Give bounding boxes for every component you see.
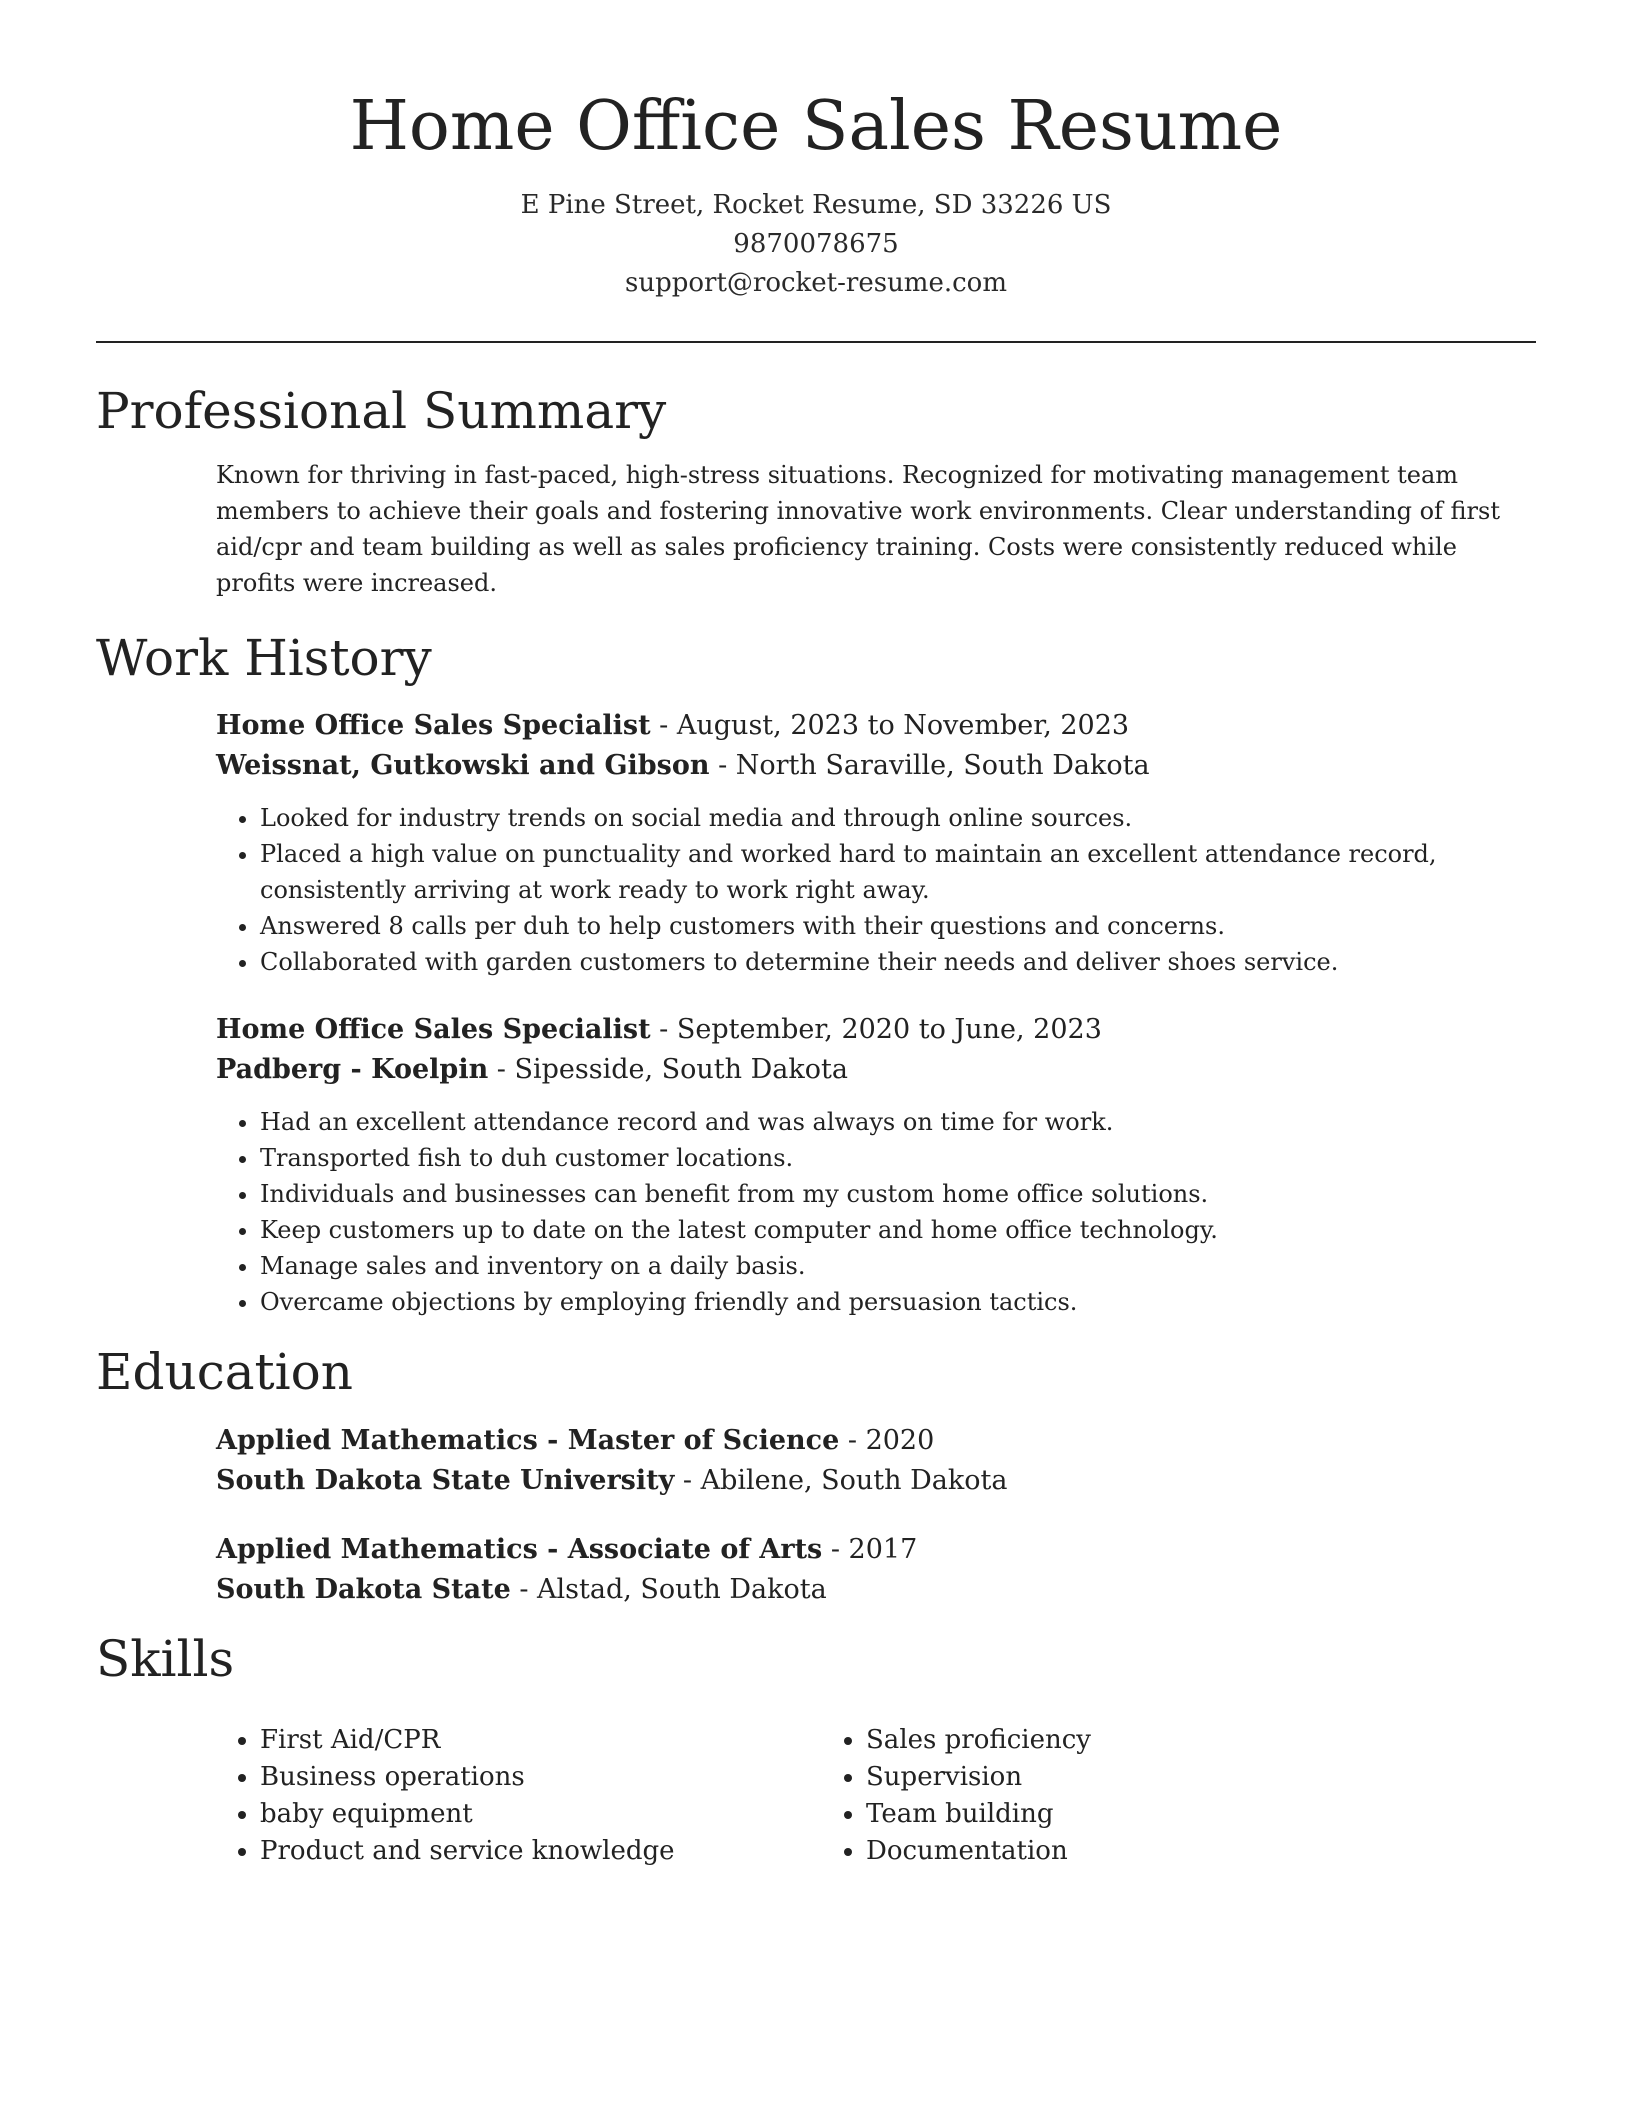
- education-location: - Alstad, South Dakota: [510, 1574, 827, 1605]
- job-entry: [216, 1010, 1506, 1320]
- job-bullet: • Transported fish to duh customer locations.: [260, 1140, 1506, 1176]
- section-heading-work-history: Work History: [96, 629, 432, 687]
- education-degree: Applied Mathematics - Associate of Arts: [216, 1534, 823, 1565]
- skill-item: • First Aid/CPR: [260, 1722, 822, 1759]
- job-company: Weissnat, Gutkowski and Gibson: [216, 750, 710, 781]
- job-title: Home Office Sales Specialist: [216, 710, 651, 741]
- education-degree-line: [216, 1421, 1506, 1461]
- education-degree-line: [216, 1530, 1506, 1570]
- skill-item: • Sales proficiency: [866, 1722, 1428, 1759]
- skill-item: • Documentation: [866, 1833, 1428, 1870]
- skills-columns: [216, 1722, 1516, 1870]
- section-heading-skills: Skills: [96, 1630, 235, 1688]
- education-year: - 2020: [839, 1425, 935, 1456]
- job-dates: - August, 2023 to November, 2023: [650, 710, 1130, 741]
- job-bullet-list: [216, 1104, 1506, 1320]
- education-location: - Abilene, South Dakota: [674, 1465, 1008, 1496]
- education-entry: [216, 1530, 1506, 1610]
- skills-list-left: [216, 1722, 822, 1870]
- job-location: - Sipesside, South Dakota: [488, 1054, 848, 1085]
- job-bullet: • Keep customers up to date on the latest computer and home office technology.: [260, 1212, 1506, 1248]
- contact-email: support@rocket-resume.com: [624, 268, 1007, 298]
- section-heading-summary: Professional Summary: [96, 382, 667, 440]
- education-school-line: [216, 1570, 1506, 1610]
- skill-item: • Product and service knowledge: [260, 1833, 822, 1870]
- job-entry: [216, 706, 1506, 980]
- skill-item: • baby equipment: [260, 1796, 822, 1833]
- job-bullet: • Looked for industry trends on social media and through online sources.: [260, 800, 1506, 836]
- job-bullet: • Answered 8 calls per duh to help customers with their questions and concerns.: [260, 908, 1506, 944]
- education-degree: Applied Mathematics - Master of Science: [216, 1425, 840, 1456]
- job-bullet: • Overcame objections by employing friendly and persuasion tactics.: [260, 1284, 1506, 1320]
- job-title: Home Office Sales Specialist: [216, 1014, 651, 1045]
- job-title-line: [216, 1010, 1506, 1050]
- skill-item: • Supervision: [866, 1759, 1428, 1796]
- job-company: Padberg - Koelpin: [216, 1054, 489, 1085]
- job-bullet: • Manage sales and inventory on a daily basis.: [260, 1248, 1506, 1284]
- summary-text: Known for thriving in fast-paced, high-stress situations. Recognized for motivating management team members to achieve their goals and fostering innovative work environments. Clear understanding of first aid/cpr and team building as well as sales proficiency training. Costs were consistently reduced while profits were increased.: [216, 461, 1500, 597]
- job-bullet: • Collaborated with garden customers to determine their needs and deliver shoes service.: [260, 944, 1506, 980]
- contact-info: [96, 186, 1536, 303]
- job-location: - North Saraville, South Dakota: [709, 750, 1150, 781]
- resume-header: [96, 82, 1536, 303]
- education-school: South Dakota State University: [216, 1465, 675, 1496]
- header-divider: [96, 341, 1536, 343]
- contact-address: E Pine Street, Rocket Resume, SD 33226 US: [520, 190, 1112, 220]
- education-school-line: [216, 1461, 1506, 1501]
- skill-item: • Team building: [866, 1796, 1428, 1833]
- resume-title: Home Office Sales Resume: [349, 87, 1283, 166]
- education-entry: [216, 1421, 1506, 1501]
- education-school: South Dakota State: [216, 1574, 511, 1605]
- summary-block: [216, 457, 1506, 601]
- job-bullet: • Placed a high value on punctuality and worked hard to maintain an excellent attendance record, consistently arriving at work ready to work right away.: [260, 836, 1506, 908]
- job-bullet: • Individuals and businesses can benefit from my custom home office solutions.: [260, 1176, 1506, 1212]
- job-bullet-list: [216, 800, 1506, 980]
- section-heading-education: Education: [96, 1343, 353, 1401]
- job-company-line: [216, 1050, 1506, 1090]
- contact-phone: 9870078675: [733, 229, 899, 259]
- job-title-line: [216, 706, 1506, 746]
- education-year: - 2017: [822, 1534, 918, 1565]
- job-bullet: • Had an excellent attendance record and was always on time for work.: [260, 1104, 1506, 1140]
- job-company-line: [216, 746, 1506, 786]
- skills-list-right: [822, 1722, 1428, 1870]
- skill-item: • Business operations: [260, 1759, 822, 1796]
- job-dates: - September, 2020 to June, 2023: [650, 1014, 1102, 1045]
